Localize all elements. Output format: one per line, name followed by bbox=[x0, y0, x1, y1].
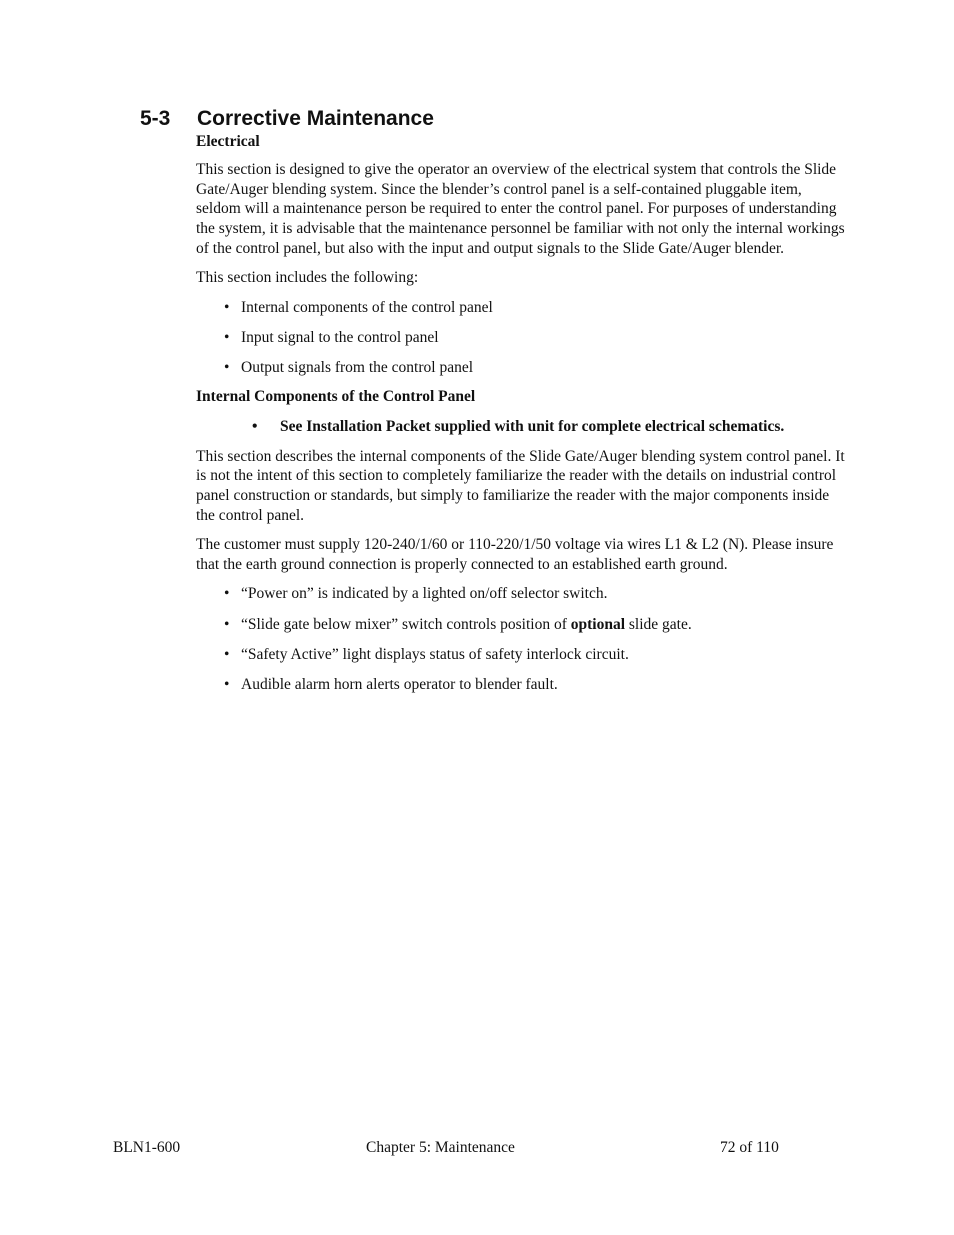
internal-components-heading: Internal Components of the Control Panel bbox=[196, 387, 476, 405]
list-item: • Input signal to the control panel bbox=[224, 329, 439, 347]
section-body bbox=[196, 132, 846, 695]
footer-page-number: 72 of 110 bbox=[720, 1139, 779, 1156]
section-heading bbox=[140, 106, 434, 132]
schematics-note: • See Installation Packet supplied with unit for complete electrical schematics. bbox=[252, 417, 785, 435]
optional-emphasis: optional bbox=[570, 616, 626, 634]
includes-list bbox=[196, 298, 846, 378]
section-title: Corrective Maintenance bbox=[197, 107, 434, 130]
electrical-heading: Electrical bbox=[196, 133, 260, 150]
bullet-icon: • bbox=[224, 359, 230, 377]
bullet-icon: • bbox=[224, 645, 230, 663]
bullet-icon: • bbox=[252, 417, 258, 435]
panel-features-list bbox=[196, 584, 846, 694]
bullet-icon: • bbox=[224, 675, 230, 693]
electrical-intro-paragraph: This section is designed to give the operator an overview of the electrical system that controls the Slide Gate/Auger blending system. Since the blender’s control panel is a self-contained pluggable item, seldom will a maintenance person be required to enter the control panel. For purposes of understanding the system, it is advisable that the maintenance personnel be familiar with not only the internal workings of the control panel, but also with the input and output signals to the Slide Gate/Auger blender. bbox=[196, 160, 845, 257]
bullet-icon: • bbox=[224, 616, 230, 634]
footer-document-id: BLN1-600 bbox=[113, 1139, 181, 1156]
list-item: • “Safety Active” light displays status of safety interlock circuit. bbox=[224, 645, 629, 663]
bullet-icon: • bbox=[224, 329, 230, 347]
list-item: • Internal components of the control panel bbox=[224, 298, 493, 316]
list-item: • “Slide gate below mixer” switch controls position of optional slide gate. bbox=[224, 616, 692, 634]
internal-description-paragraph: This section describes the internal components of the Slide Gate/Auger blending system control panel. It is not the intent of this section to completely familiarize the reader with the details on industrial control panel construction or standards, but simply to familiarize the reader with the major components inside the control panel. bbox=[196, 447, 845, 524]
list-item: • Audible alarm horn alerts operator to blender fault. bbox=[224, 675, 558, 693]
bullet-icon: • bbox=[224, 298, 230, 316]
footer-chapter: Chapter 5: Maintenance bbox=[366, 1139, 515, 1156]
includes-intro: This section includes the following: bbox=[196, 268, 419, 286]
list-item: • Output signals from the control panel bbox=[224, 359, 474, 377]
power-supply-paragraph: The customer must supply 120-240/1/60 or 110-220/1/50 voltage via wires L1 & L2 (N). Please insure that the earth ground connection is properly connected to an established earth ground. bbox=[196, 535, 834, 573]
bullet-icon: • bbox=[224, 585, 230, 603]
section-number: 5-3 bbox=[140, 107, 171, 130]
list-item: • “Power on” is indicated by a lighted on/off selector switch. bbox=[224, 585, 608, 603]
